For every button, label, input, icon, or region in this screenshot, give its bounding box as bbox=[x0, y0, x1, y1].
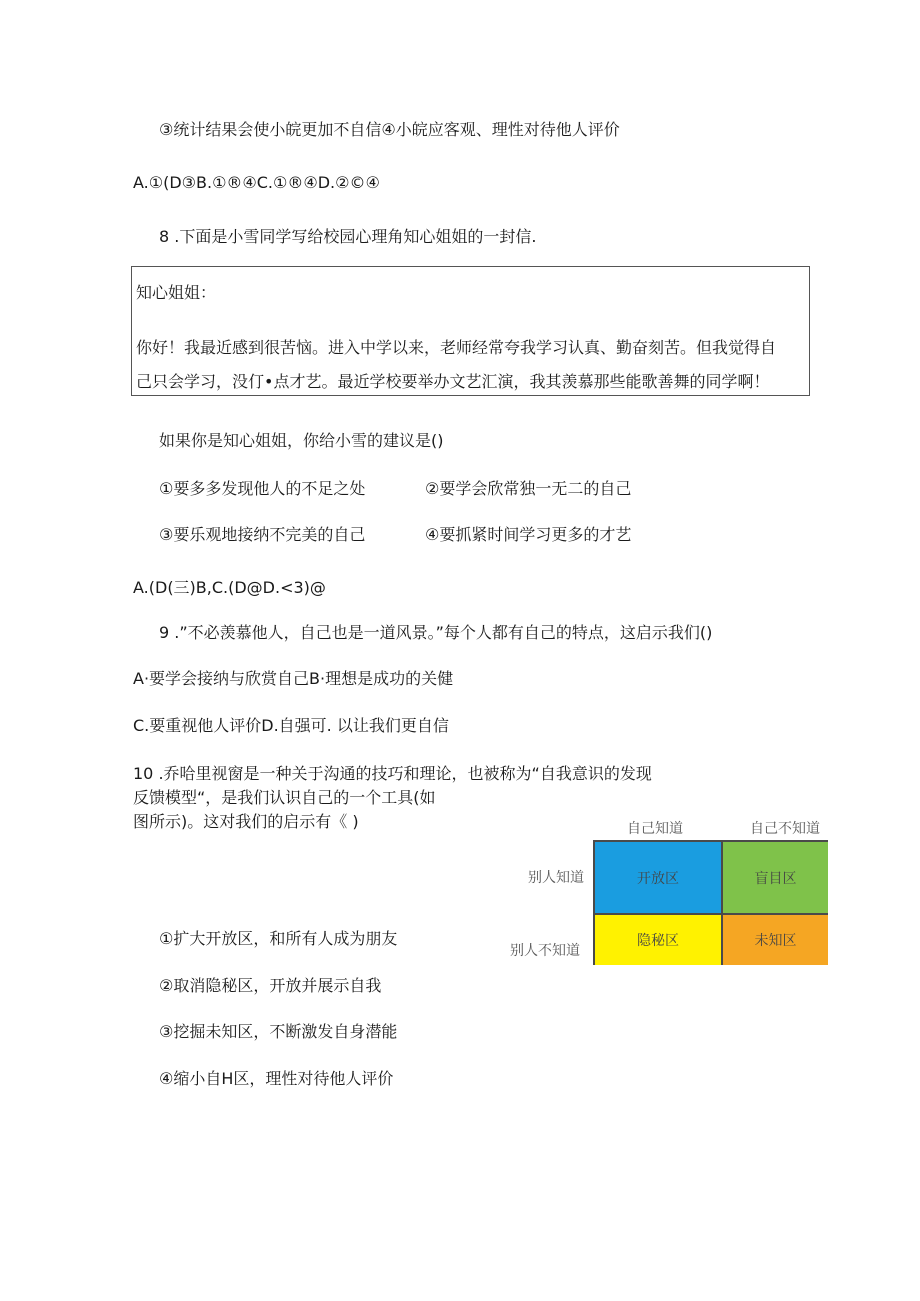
q8-prompt: 如果你是知心姐姐，你给小雪的建议是() bbox=[159, 431, 444, 450]
col-label-self-not-know: 自己不知道 bbox=[750, 821, 820, 837]
q10-stem-line-1: 10 .乔哈里视窗是一种关于沟通的技巧和理论，也被称为“自我意识的发现 bbox=[133, 764, 652, 783]
hidden-area bbox=[593, 913, 723, 965]
blind-area-label: 盲目区 bbox=[754, 870, 797, 887]
q10-stem-line-2: 反馈模型“，是我们认识自己的一个工具(如 bbox=[133, 788, 436, 807]
row-label-others-know: 别人知道 bbox=[528, 870, 584, 886]
letter-line-2: 己只会学习，没仃•点才艺。最近学校要举办文艺汇演，我其羡慕那些能歌善舞的同学啊！ bbox=[136, 372, 770, 391]
letter-salutation: 知心姐姐： bbox=[136, 283, 217, 302]
hidden-area-label: 隐秘区 bbox=[637, 933, 679, 949]
q8-options: A.(D(三)B,C.(D@D.<3)@ bbox=[133, 578, 326, 597]
letter-line-1: 你好！我最近感到很苦恼。进入中学以来，老师经常夸我学习认真、勤奋刻苦。但我觉得自 bbox=[136, 338, 777, 357]
open-area-label: 开放区 bbox=[637, 870, 679, 887]
q10-item-1: ①扩大开放区，和所有人成为朋友 bbox=[159, 929, 398, 948]
q9-options-ab: A·要学会接纳与欣赏自己B·理想是成功的关健 bbox=[133, 669, 454, 688]
q7-statement-3-4: ③统计结果会使小皖更加不自信④小皖应客观、理性对待他人评价 bbox=[159, 120, 620, 139]
q8-stem: 8 .下面是小雪同学写给校园心理角知心姐姐的一封信. bbox=[159, 227, 537, 246]
q8-item-1: ①要多多发现他人的不足之处 bbox=[159, 479, 366, 498]
q8-item-2: ②要学会欣常独一无二的自己 bbox=[425, 479, 632, 498]
open-area bbox=[593, 840, 723, 915]
q8-item-4: ④要抓紧时间学习更多的才艺 bbox=[425, 525, 632, 544]
q10-item-4: ④缩小自H区，理性对待他人评价 bbox=[159, 1069, 394, 1088]
q10-item-3: ③挖掘未知区，不断激发自身潜能 bbox=[159, 1022, 398, 1041]
q8-letter-box bbox=[131, 266, 810, 396]
row-label-others-not-know: 别人不知道 bbox=[510, 943, 580, 959]
q9-stem: 9 .”不必羡慕他人，自己也是一道风景。”每个人都有自己的特点，这启示我们() bbox=[159, 623, 713, 642]
q8-item-3: ③要乐观地接纳不完美的自己 bbox=[159, 525, 366, 544]
q10-item-2: ②取消隐秘区，开放并展示自我 bbox=[159, 976, 382, 995]
q10-stem-line-3: 图所示)。这对我们的启示有《 ) bbox=[133, 812, 359, 831]
q9-options-cd: C.要重视他人评价D.自强可. 以让我们更自信 bbox=[133, 716, 449, 735]
blind-area bbox=[721, 840, 828, 915]
unknown-area bbox=[721, 913, 828, 965]
unknown-area-label: 未知区 bbox=[754, 933, 797, 949]
col-label-self-knows: 自己知道 bbox=[627, 821, 683, 837]
q7-options: A.①(D③B.①®④C.①®④D.②©④ bbox=[133, 173, 380, 192]
